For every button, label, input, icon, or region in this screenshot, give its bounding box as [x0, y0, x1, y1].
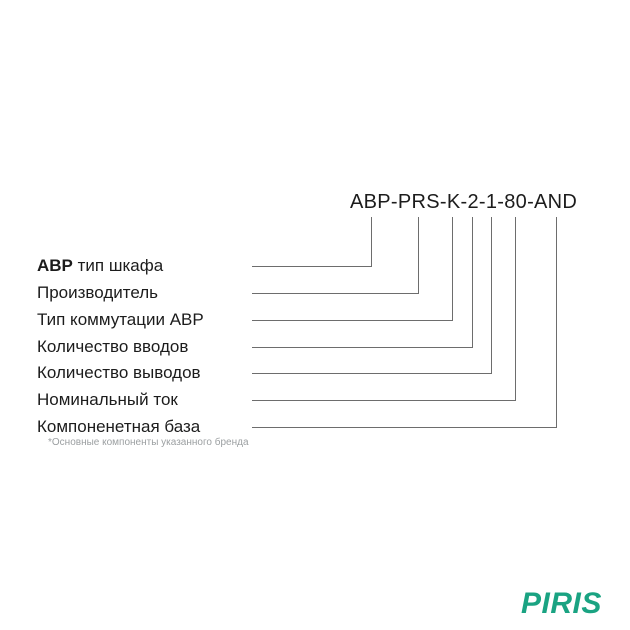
- piris-logo: PIRIS: [521, 587, 602, 620]
- connector-manufacturer-vertical: [418, 217, 419, 294]
- legend-label-outputs-count-text: Количество выводов: [37, 363, 201, 382]
- connector-cabinet-type-horizontal: [252, 266, 372, 267]
- connector-switching-type-horizontal: [252, 320, 453, 321]
- legend-label-cabinet-type: [37, 255, 163, 277]
- legend-label-manufacturer-text: Производитель: [37, 283, 159, 302]
- legend-label-switching-type-text: Тип коммутации АВР: [37, 310, 204, 329]
- legend-label-outputs-count: [37, 362, 201, 384]
- legend-label-nominal-current-text: Номинальный ток: [37, 390, 178, 409]
- legend-label-cabinet-type-bold: АВР: [37, 256, 73, 275]
- connector-outputs-count-vertical: [491, 217, 492, 374]
- connector-switching-type-vertical: [452, 217, 453, 321]
- legend-label-nominal-current: [37, 389, 178, 411]
- legend-label-manufacturer: [37, 282, 158, 304]
- legend-label-switching-type: [37, 309, 204, 331]
- legend-label-component-base-text: Компоненетная база: [37, 417, 201, 436]
- product-code: ABP-PRS-K-2-1-80-AND: [350, 191, 578, 213]
- connector-component-base-horizontal: [252, 427, 557, 428]
- footnote: *Основные компоненты указанного бренда: [48, 437, 249, 448]
- connector-nominal-current-horizontal: [252, 400, 516, 401]
- legend-label-inputs-count: [37, 336, 188, 358]
- connector-nominal-current-vertical: [515, 217, 516, 401]
- connector-manufacturer-horizontal: [252, 293, 419, 294]
- legend-label-inputs-count-text: Количество вводов: [37, 337, 189, 356]
- connector-inputs-count-vertical: [472, 217, 473, 348]
- connector-component-base-vertical: [556, 217, 557, 428]
- connector-outputs-count-horizontal: [252, 373, 492, 374]
- legend-label-component-base: [37, 416, 200, 438]
- connector-inputs-count-horizontal: [252, 347, 473, 348]
- legend-label-cabinet-type-text: тип шкафа: [72, 256, 164, 275]
- connector-cabinet-type-vertical: [371, 217, 372, 267]
